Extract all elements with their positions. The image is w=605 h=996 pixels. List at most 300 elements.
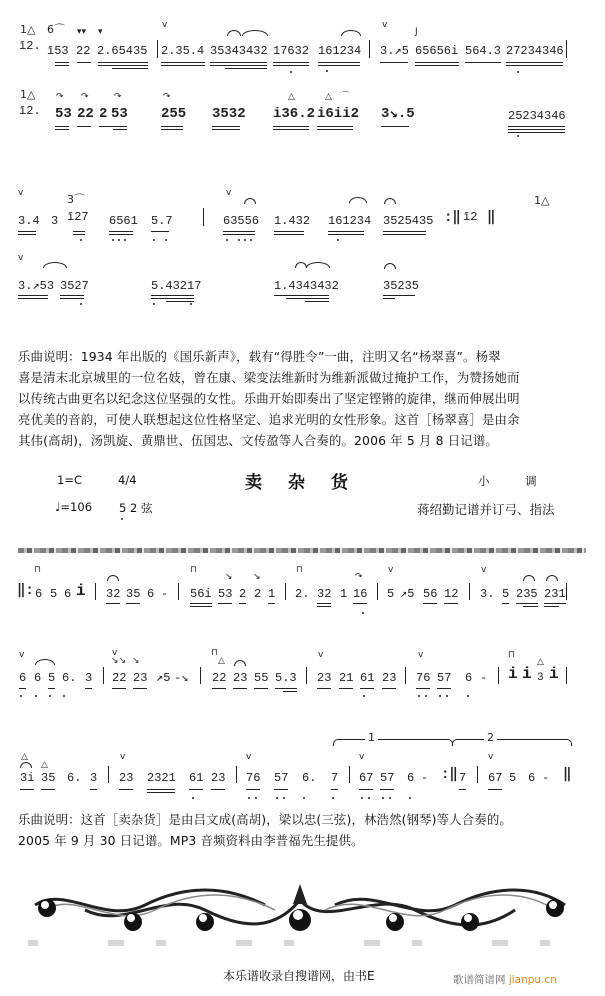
underline: [60, 298, 84, 299]
note-group: 25234346: [508, 109, 566, 123]
note-group: 12: [444, 587, 459, 601]
note-group: 76: [416, 671, 431, 685]
note-group: 16: [353, 587, 368, 601]
volta-marker: 1△: [20, 88, 36, 101]
note-group: 564.3: [465, 44, 502, 58]
bow-mark: v: [481, 565, 487, 575]
underline: [212, 129, 240, 130]
slur: [234, 660, 246, 666]
octave-dot: [283, 797, 285, 799]
underline: [380, 789, 394, 790]
note-group: 3525435: [383, 214, 434, 228]
underline: [119, 789, 133, 790]
note: 3: [90, 771, 98, 785]
note-group: 56: [423, 587, 438, 601]
barline: [377, 583, 378, 600]
note-group: 53: [111, 106, 128, 122]
underline: [212, 688, 226, 689]
underline: [55, 129, 69, 130]
octave-dot: [290, 71, 292, 73]
octave-dot: [80, 303, 82, 305]
underline: [339, 688, 353, 689]
underline: [274, 231, 304, 232]
note: i: [76, 582, 86, 600]
note-group: 3527: [60, 279, 89, 293]
dash: -: [480, 671, 488, 685]
note: 5: [502, 587, 510, 601]
genre-label: 小 调: [478, 474, 553, 488]
underline: [18, 295, 48, 296]
octave-dot: [124, 239, 126, 241]
watermark-en: jianpu.cn: [508, 974, 557, 986]
harmonic-mark: △: [288, 92, 295, 102]
underline: [133, 688, 147, 689]
note-group: 2: [99, 106, 108, 122]
note-group: 6561: [109, 214, 138, 228]
underline: [212, 126, 240, 127]
octave-dot: [382, 797, 384, 799]
note: 3.: [480, 587, 495, 601]
underline: [151, 231, 169, 232]
source-credit: 本乐谱收录自搜谱网，由书E: [223, 969, 375, 983]
note-group: 2.35.4: [161, 44, 205, 58]
note: 1: [268, 587, 276, 601]
note: 7: [331, 771, 339, 785]
underline: [223, 234, 255, 235]
string-tuning: 5 2 弦: [119, 501, 153, 515]
down-bow-mark: ⊓: [508, 650, 516, 660]
octave-dot: [517, 71, 519, 73]
note-group: i36.2: [273, 106, 316, 122]
note-group: 2.65435: [97, 44, 148, 58]
octave-dot: [276, 797, 278, 799]
octave-dot: [192, 797, 194, 799]
underline: [331, 789, 338, 790]
repeat-end: :‖: [444, 210, 461, 226]
note-group: 23: [317, 671, 332, 685]
barline: [566, 40, 567, 58]
octave-dot: [112, 239, 114, 241]
underline: [508, 129, 565, 130]
note-group: 61: [360, 671, 375, 685]
note: 1: [340, 587, 348, 601]
underline: [112, 688, 126, 689]
harmonic-mark: △: [325, 92, 332, 102]
note: 5: [48, 671, 56, 685]
note: 6.: [302, 771, 317, 785]
underline: [318, 65, 360, 66]
note: 2.: [295, 587, 310, 601]
octave-dot: [446, 695, 448, 697]
bow-mark: v: [18, 253, 24, 263]
underline: [274, 789, 288, 790]
volta-bracket-1: [333, 739, 453, 746]
underline: [18, 298, 48, 299]
slur: [244, 198, 256, 204]
note: i: [508, 665, 518, 683]
note: 3: [85, 671, 93, 685]
note-group: 5.7: [151, 214, 173, 228]
slur-mark: ⌒: [341, 92, 351, 102]
note-group: 2321: [147, 771, 176, 785]
underline: [544, 606, 559, 607]
note: 6: [407, 771, 415, 785]
underline: [73, 231, 85, 232]
underline: [112, 68, 148, 69]
note-group: 17632: [273, 44, 310, 58]
note: ↗5: [400, 587, 415, 601]
volta-label: 2: [484, 733, 497, 743]
slur: [349, 197, 367, 203]
underline: [147, 792, 175, 793]
tempo-marking: ♩=106: [55, 500, 93, 514]
grace-note: 3: [537, 672, 544, 684]
note-group: 5.43217: [151, 279, 202, 293]
underline: [317, 126, 353, 127]
dash: -: [161, 587, 169, 601]
underline: [151, 298, 194, 299]
bow-mark: v: [18, 188, 24, 198]
barline: [203, 208, 204, 226]
octave-dot: [80, 239, 82, 241]
harmonic-mark: △: [537, 657, 544, 667]
underline: [239, 603, 246, 604]
underline: [210, 62, 267, 63]
note-group: 1.4343432: [274, 279, 339, 293]
note-group: 32: [317, 587, 332, 601]
underline: [381, 126, 409, 127]
dash: -: [542, 771, 550, 785]
underline: [516, 603, 538, 604]
octave-dot: [250, 239, 252, 241]
note-group: 53: [55, 106, 72, 122]
underline: [544, 603, 566, 604]
note-group: 35343432: [210, 44, 268, 58]
underline: [223, 231, 255, 232]
slur: [107, 575, 119, 581]
barline: [349, 766, 350, 783]
dash: -↘: [174, 671, 189, 685]
underline: [109, 234, 133, 235]
note-group: 23: [119, 771, 134, 785]
underline: [465, 62, 501, 63]
description-line: 喜是清末北京城里的一位名妓，曾在康、梁变法维新时为维新派做过掩护工作，为赞扬她而: [18, 370, 520, 385]
octave-dot: [303, 797, 305, 799]
repeat-start: ‖:: [17, 583, 34, 599]
octave-dot: [244, 239, 246, 241]
octave-dot: [332, 797, 334, 799]
turn-mark: ↷: [163, 92, 171, 102]
underline: [274, 234, 304, 235]
barline: [369, 40, 370, 58]
underline: [73, 234, 85, 235]
divider: [18, 548, 586, 553]
underline: [18, 234, 36, 235]
prefix-fingering: ī2.: [19, 104, 41, 118]
key-signature: 1=C: [57, 473, 82, 487]
underline: [151, 295, 194, 296]
note-group: 23: [133, 671, 148, 685]
page-title: 卖杂货: [245, 473, 374, 493]
octave-dot: [363, 695, 365, 697]
octave-dot: [238, 239, 240, 241]
note-group: 23: [233, 671, 248, 685]
barline: [236, 766, 237, 783]
note-group: 3532: [212, 106, 246, 122]
note-group: 23: [211, 771, 226, 785]
octave-dot: [337, 239, 339, 241]
note-group: 3↘.5: [381, 106, 415, 122]
underline: [109, 231, 133, 232]
bow-mark: v: [359, 752, 365, 762]
slur: [35, 659, 55, 665]
slide-down-mark: ↘↘: [111, 656, 127, 666]
volta-bracket-2: [452, 739, 572, 746]
note-group: 23: [382, 671, 397, 685]
underline: [246, 789, 260, 790]
underline: [18, 231, 36, 232]
underline: [383, 295, 415, 296]
octave-dot: [226, 239, 228, 241]
description-line: 乐曲说明：这首［卖杂货］是由吕文成(高胡)，梁以忠(三弦)，林浩然(钢琴)等人合奏的。: [18, 812, 512, 827]
volta-marker: 1△: [534, 194, 550, 207]
underline: [225, 68, 267, 69]
note-group: 32: [106, 587, 121, 601]
note-group: 21: [339, 671, 354, 685]
barline: [566, 583, 567, 600]
slur: [227, 30, 241, 36]
octave-dot: [361, 797, 363, 799]
turn-mark: ↷: [355, 572, 363, 582]
octave-dot: [121, 518, 123, 520]
slur: [384, 263, 396, 269]
barline: [405, 667, 406, 684]
transcriber-credit: 蒋绍勤记谱并订弓、指法: [417, 502, 555, 517]
barline: [285, 583, 286, 600]
octave-dot: [409, 797, 411, 799]
note-group: 57: [274, 771, 289, 785]
volta-label: 1: [365, 733, 378, 743]
note: 6: [35, 587, 43, 601]
barline: [95, 583, 96, 600]
octave-dot: [255, 797, 257, 799]
barline: [178, 583, 179, 600]
underline: [328, 231, 364, 232]
note-group: 76: [246, 771, 261, 785]
underline: [166, 301, 194, 302]
turn-mark: ↷: [56, 92, 64, 102]
note-group: ī53: [47, 44, 69, 58]
underline: [437, 688, 451, 689]
note-group: 231: [544, 587, 566, 601]
underline: [126, 603, 140, 604]
bow-mark: v: [488, 752, 494, 762]
slur: [43, 262, 67, 268]
underline: [77, 62, 91, 63]
octave-dot: [20, 695, 22, 697]
note: 5: [387, 587, 395, 601]
ornament-shadow: [28, 940, 578, 946]
underline: [190, 606, 212, 607]
note-group: 35: [126, 587, 141, 601]
underline: [98, 62, 148, 63]
barline: [566, 667, 567, 684]
underline: [283, 691, 297, 692]
note: 6: [147, 587, 155, 601]
repeat-end: :‖: [441, 767, 458, 783]
underline: [55, 65, 69, 66]
underline: [318, 62, 360, 63]
note-group: 255: [161, 106, 187, 122]
octave-dot: [153, 303, 155, 305]
underline: [459, 789, 466, 790]
note-group: 55: [254, 671, 269, 685]
description-line: 乐曲说明：1934 年出版的《国乐新声》，载有“得胜令”一曲，注明又名“杨翠喜”。杨翠: [18, 349, 501, 364]
note-group: 27234346: [506, 44, 564, 58]
slur: [546, 575, 558, 581]
note-group: 3.↗53: [18, 279, 55, 293]
underline: [353, 603, 367, 604]
note-group: ī27: [67, 210, 89, 224]
slide-down-mark: ↘: [132, 656, 140, 666]
note: 5: [50, 587, 58, 601]
note-group: 235: [516, 587, 538, 601]
down-bow-mark: ⊓: [190, 565, 198, 575]
underline: [55, 126, 69, 127]
underline: [274, 295, 329, 296]
piece-description: [18, 809, 588, 851]
down-bow-mark: ⊓: [211, 648, 219, 658]
octave-dot: [368, 797, 370, 799]
description-line: 亮优美的音韵，可使人联想起这位性格坚定、追求光明的女性形象。这首［杨翠喜］是由余: [18, 412, 520, 427]
final-barline: ‖: [563, 767, 572, 783]
note: 7: [459, 771, 467, 785]
underline: [77, 126, 91, 127]
barline: [157, 40, 158, 58]
underline: [415, 62, 459, 63]
prefix-fingering: ī2.: [19, 39, 41, 53]
note-group: 3: [51, 214, 59, 228]
underline: [317, 603, 331, 604]
octave-dot: [425, 695, 427, 697]
underline: [233, 688, 247, 689]
underline: [380, 62, 408, 63]
note-group: ī2: [463, 210, 478, 224]
underline: [383, 234, 426, 235]
underline: [506, 62, 563, 63]
fingering-mark: 6⌒: [47, 23, 65, 36]
underline: [383, 298, 395, 299]
slur: [306, 262, 330, 268]
harmonic-mark: △: [21, 752, 28, 762]
bow-mark: v: [112, 648, 118, 658]
note-group: 56i: [190, 587, 212, 601]
underline: [218, 603, 232, 604]
underline: [254, 688, 268, 689]
triplet-mark: 3⌒: [67, 193, 85, 206]
down-bow-mark: ⊓: [296, 565, 304, 575]
watermark: [453, 972, 557, 987]
note-group: 3.4: [18, 214, 40, 228]
underline: [523, 606, 538, 607]
underline: [161, 62, 205, 63]
harmonic-mark: △: [41, 760, 48, 770]
octave-dot: [49, 695, 51, 697]
description-line: 其伟(高胡)，汤凯旋、黄鼎世、伍国忠、文传盈等人合奏的。2006 年 5 月 8 日记谱。: [18, 433, 498, 448]
octave-dot: [389, 797, 391, 799]
octave-dot: [418, 695, 420, 697]
note-group: 3i: [20, 771, 35, 785]
bow-mark: v: [226, 188, 232, 198]
underline: [416, 688, 430, 689]
accent-marks: ▾▾: [77, 27, 87, 37]
note-group: 3.↗5: [380, 44, 409, 58]
underline: [305, 301, 329, 302]
underline: [98, 65, 148, 66]
underline: [268, 603, 275, 604]
accent-mark: ▾: [98, 27, 103, 37]
bow-mark: v: [318, 650, 324, 660]
barline: [469, 583, 470, 600]
note: 6: [34, 671, 42, 685]
octave-dot: [439, 695, 441, 697]
underline: [444, 603, 458, 604]
barline: [498, 667, 499, 684]
note-group: 1.432: [274, 214, 311, 228]
bow-mark: v: [19, 650, 25, 660]
note-group: 61: [189, 771, 204, 785]
note-group: 65656i: [415, 44, 459, 58]
time-signature: 4/4: [118, 473, 137, 487]
underline: [190, 603, 212, 604]
slur: [341, 30, 361, 36]
octave-dot: [190, 303, 192, 305]
slur: [523, 575, 535, 581]
underline: [161, 65, 205, 66]
octave-dot: [118, 239, 120, 241]
underline: [415, 65, 459, 66]
note: 6.: [67, 771, 82, 785]
octave-dot: [248, 797, 250, 799]
note: ↗5: [156, 671, 171, 685]
underline: [508, 126, 565, 127]
underline: [48, 688, 55, 689]
barline: [103, 667, 104, 684]
underline: [161, 126, 183, 127]
note: 2: [239, 587, 247, 601]
underline: [359, 789, 373, 790]
barline: [306, 667, 307, 684]
harmonic-mark: △: [218, 656, 225, 666]
underline: [317, 688, 331, 689]
note-group: 63556: [223, 214, 260, 228]
note: 6: [465, 671, 473, 685]
underline: [41, 789, 55, 790]
underline: [60, 295, 84, 296]
underline: [275, 688, 297, 689]
underline: [317, 129, 353, 130]
note-group: 5.3: [275, 671, 297, 685]
note-group: 22: [212, 671, 227, 685]
note-group: 35235: [383, 279, 420, 293]
underline: [328, 234, 364, 235]
underline: [506, 65, 563, 66]
note: 2: [254, 587, 262, 601]
underline: [90, 789, 97, 790]
underline: [488, 789, 502, 790]
note-group: 161234: [318, 44, 362, 58]
octave-dot: [326, 70, 328, 72]
